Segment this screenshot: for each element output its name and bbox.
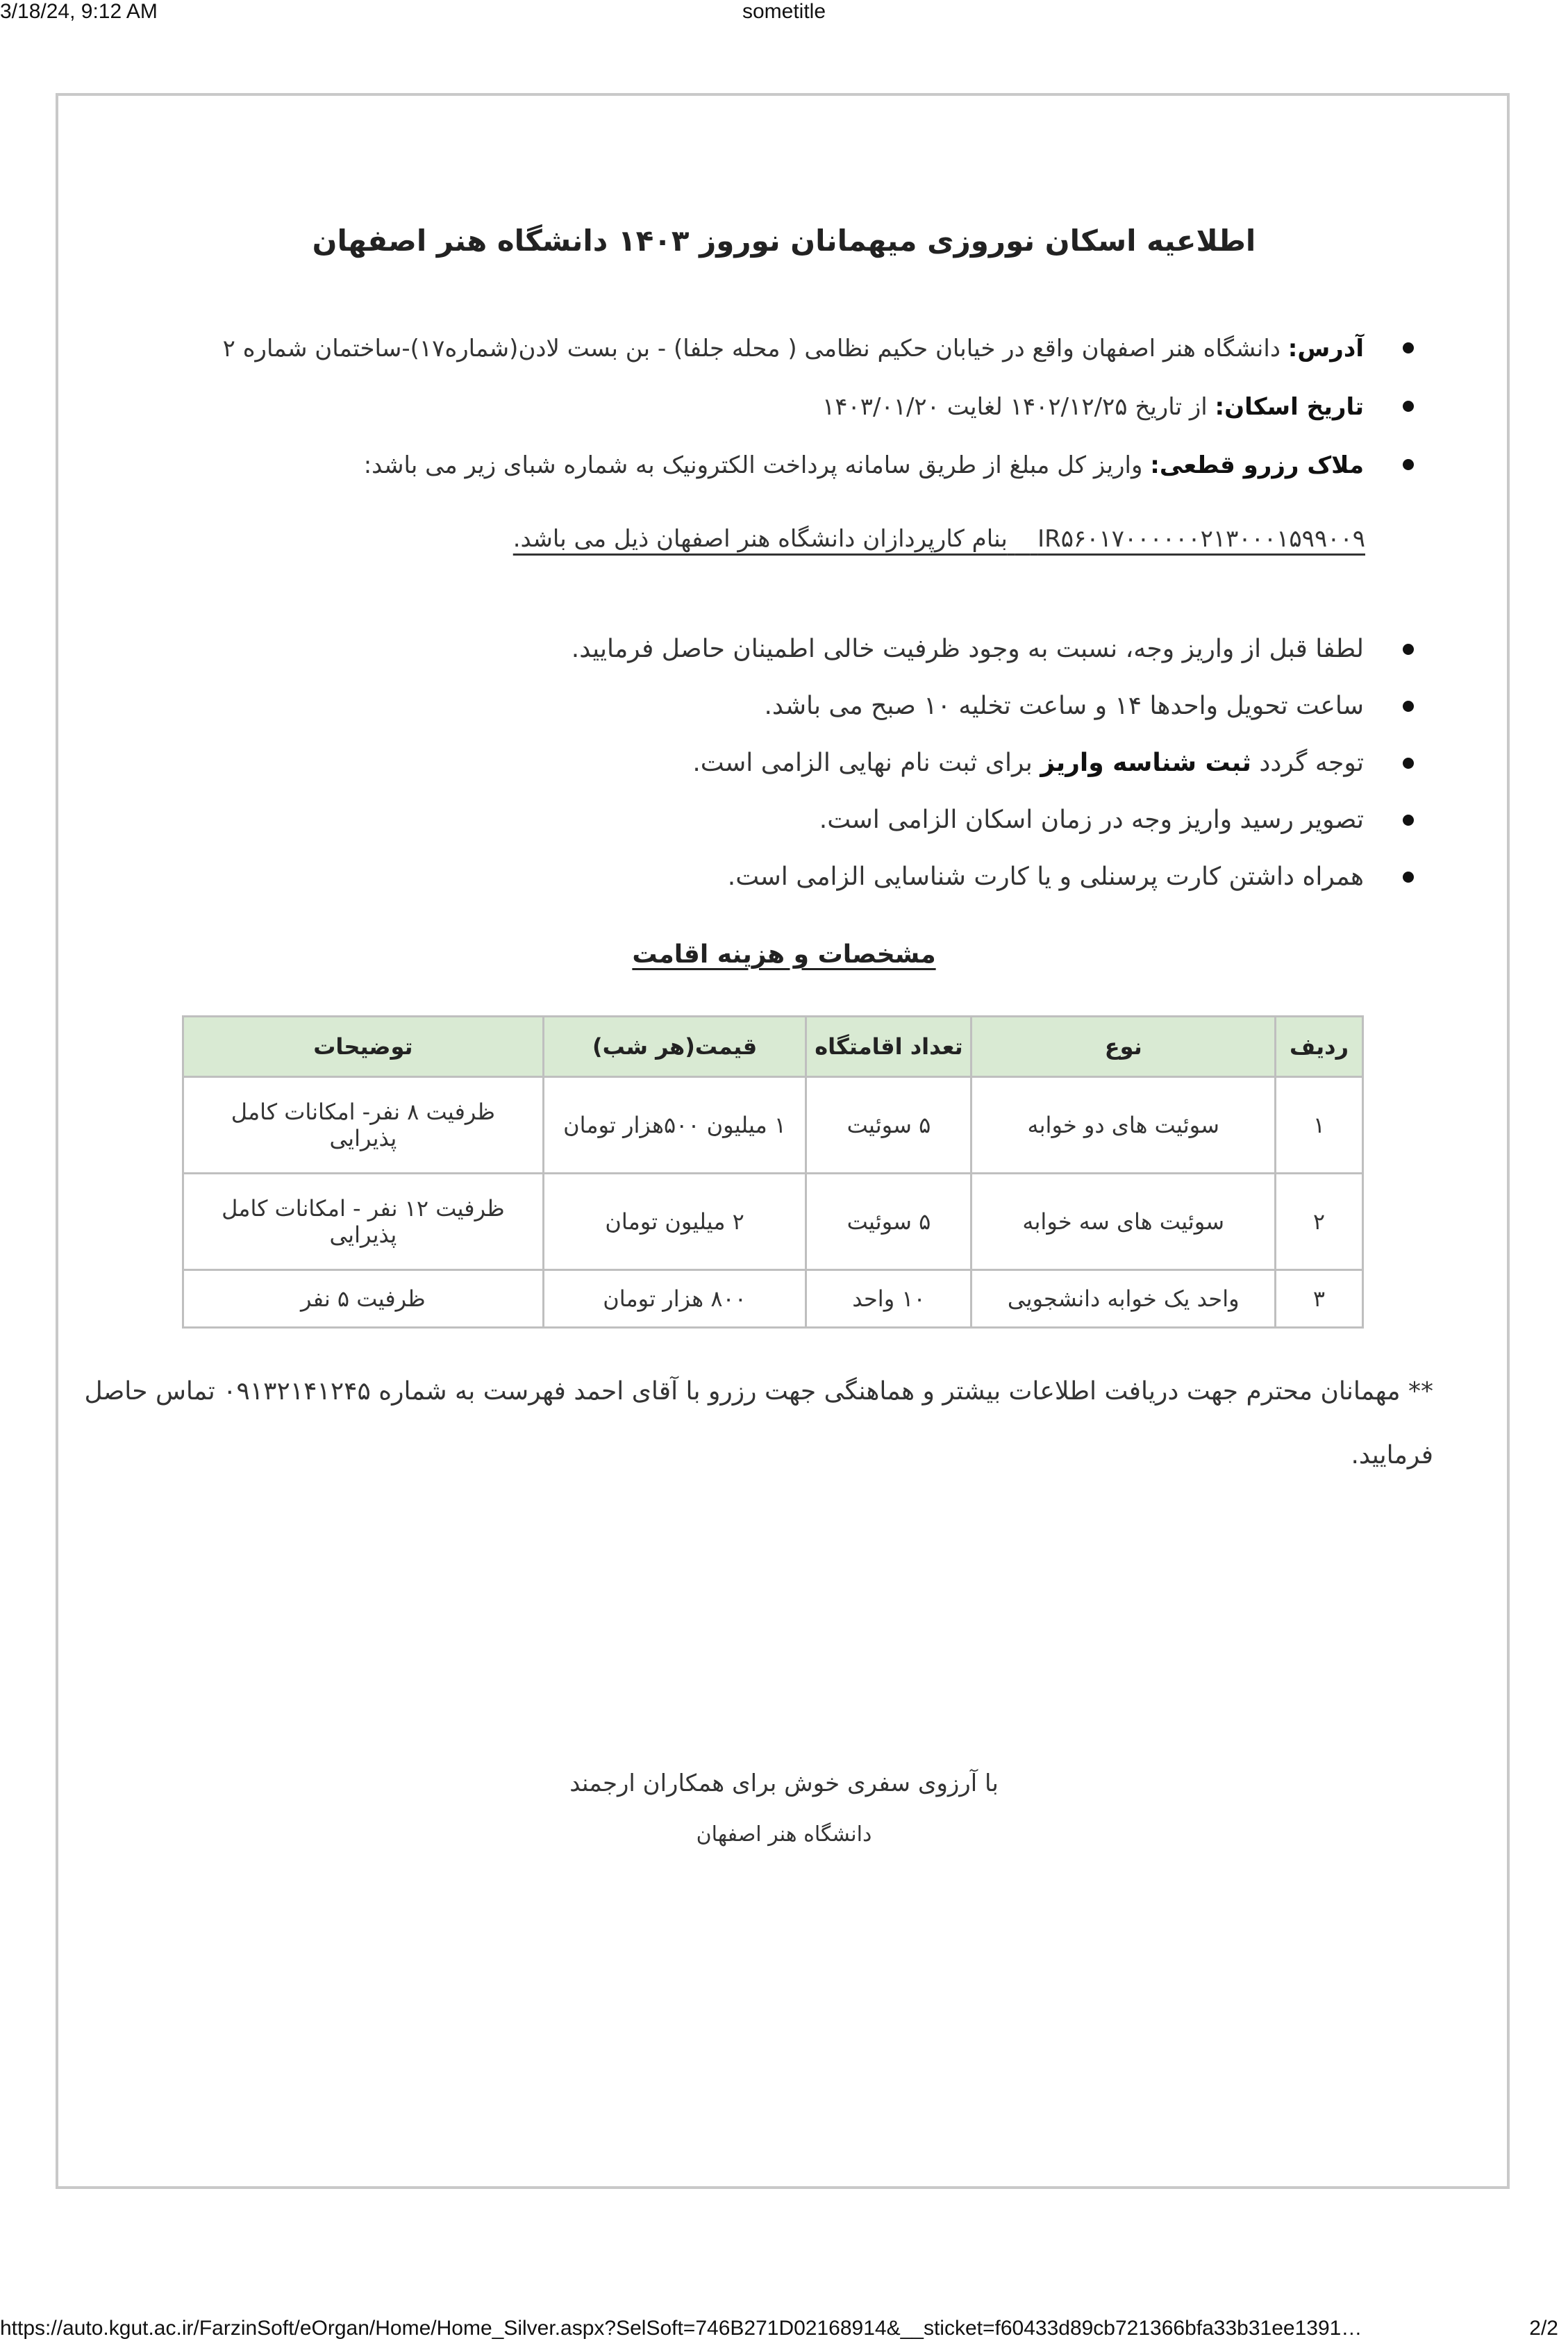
table-title: مشخصات و هزینه اقامت: [632, 940, 936, 969]
bullet-icon: [1403, 701, 1414, 712]
print-datetime: 3/18/24, 9:12 AM: [0, 0, 158, 23]
table-cell: ۱۰ واحد: [806, 1270, 971, 1328]
bullet-icon: [1403, 401, 1414, 412]
table-cell: ۵ سوئیت: [806, 1077, 971, 1174]
print-url: https://auto.kgut.ac.ir/FarzinSoft/eOrgan/Home/Home_Silver.aspx?SelSoft=746B271D02168914&__sticket=f60433d89cb721366bfa33b31ee1391…: [0, 2317, 1362, 2340]
note-item: [94, 849, 1414, 906]
column-header: توضیحات: [183, 1017, 544, 1077]
table-cell: ۲ میلیون تومان: [543, 1174, 806, 1270]
table-row: [183, 1174, 1363, 1270]
table-cell: ۸۰۰ هزار تومان: [543, 1270, 806, 1328]
booking-item: [53, 436, 1414, 494]
bullet-icon: [1403, 644, 1414, 655]
closing-line: با آرزوی سفری خوش برای همکاران ارجمند: [569, 1770, 999, 1797]
document-title: اطلاعیه اسکان نوروزی میهمانان نوروز ۱۴۰۳ دانشگاه هنر اصفهان: [312, 224, 1256, 258]
table-row: [183, 1077, 1363, 1174]
bullet-icon: [1403, 815, 1414, 826]
note-text: ساعت تحویل واحدها ۱۴ و ساعت تخلیه ۱۰ صبح می باشد.: [764, 692, 1364, 720]
column-header: تعداد اقامتگاه: [806, 1017, 971, 1077]
account-line: [513, 525, 1365, 553]
bullet-icon: [1403, 459, 1414, 470]
date-item: [53, 378, 1414, 436]
table-cell: ظرفیت ۵ نفر: [183, 1270, 544, 1328]
bullet-icon: [1403, 342, 1414, 353]
date-label: تاریخ اسکان:: [1215, 393, 1364, 421]
booking-label: ملاک رزرو قطعی:: [1150, 451, 1364, 479]
note-item: [94, 621, 1414, 678]
table-cell: ۲: [1276, 1174, 1363, 1270]
note-text: لطفا قبل از واریز وجه، نسبت به وجود ظرفیت خالی اطمینان حاصل فرمایید.: [571, 635, 1364, 663]
table-cell: واحد یک خوابه دانشجویی: [971, 1270, 1276, 1328]
column-header: ردیف: [1276, 1017, 1363, 1077]
notes-list: [94, 621, 1414, 906]
booking-value: واریز کل مبلغ از طریق سامانه پرداخت الکترونیک به شماره شبای زیر می باشد:: [363, 451, 1143, 479]
print-page-title: sometitle: [742, 0, 826, 23]
account-number: IR۵۶۰۱۷۰۰۰۰۰۰۲۱۳۰۰۰۱۵۹۹۰۰۹: [1037, 525, 1365, 553]
print-footer: [0, 2313, 1568, 2347]
note-text: توجه گردد: [1251, 749, 1364, 777]
date-value: از تاریخ ۱۴۰۲/۱۲/۲۵ لغایت ۱۴۰۳/۰۱/۲۰: [821, 393, 1208, 421]
account-note: بنام کارپردازان دانشگاه هنر اصفهان ذیل می باشد.: [512, 525, 1008, 553]
bullet-icon: [1403, 872, 1414, 883]
closing: [0, 1770, 1568, 1847]
note-item: [94, 792, 1414, 849]
address-label: آدرس:: [1287, 335, 1364, 363]
column-header: قیمت(هر شب): [543, 1017, 806, 1077]
table-cell: ۵ سوئیت: [806, 1174, 971, 1270]
note-item: [94, 735, 1414, 792]
address-value: دانشگاه هنر اصفهان واقع در خیابان حکیم نظامی ( محله جلفا) - بن بست لادن(شماره۱۷)-ساختمان شماره ۲: [222, 335, 1281, 363]
note-item: [94, 678, 1414, 735]
closing-organization: دانشگاه هنر اصفهان: [696, 1822, 872, 1847]
table-cell: ظرفیت ۱۲ نفر - امکانات کامل پذیرایی: [183, 1174, 544, 1270]
table-cell: ۱ میلیون ۵۰۰هزار تومان: [543, 1077, 806, 1174]
info-list: [53, 319, 1414, 494]
table-row: [183, 1270, 1363, 1328]
table-cell: سوئیت های سه خوابه: [971, 1174, 1276, 1270]
table-header-row: [183, 1017, 1363, 1077]
costs-table: [182, 1015, 1364, 1329]
column-header: نوع: [971, 1017, 1276, 1077]
note-text: تصویر رسید واریز وجه در زمان اسکان الزامی است.: [819, 806, 1364, 834]
print-header: [0, 0, 1568, 28]
table-cell: ظرفیت ۸ نفر- امکانات کامل پذیرایی: [183, 1077, 544, 1174]
table-cell: ۱: [1276, 1077, 1363, 1174]
note-text: همراه داشتن کارت پرسنلی و یا کارت شناسایی الزامی است.: [727, 863, 1364, 891]
note-text: برای ثبت نام نهایی الزامی است.: [692, 749, 1041, 777]
bullet-icon: [1403, 758, 1414, 769]
print-page-number: 2/2: [1529, 2317, 1558, 2340]
table-cell: سوئیت های دو خوابه: [971, 1077, 1276, 1174]
contact-note: ** مهمانان محترم جهت دریافت اطلاعات بیشتر و هماهنگی جهت رزرو با آقای احمد فهرست به شماره ۰۹۱۳۲۱۴۱۲۴۵ تماس حاصل فرمایید.: [84, 1377, 1433, 1469]
table-cell: ۳: [1276, 1270, 1363, 1328]
address-item: [53, 319, 1414, 378]
note-emphasis: ثبت شناسه واریز: [1040, 749, 1251, 777]
